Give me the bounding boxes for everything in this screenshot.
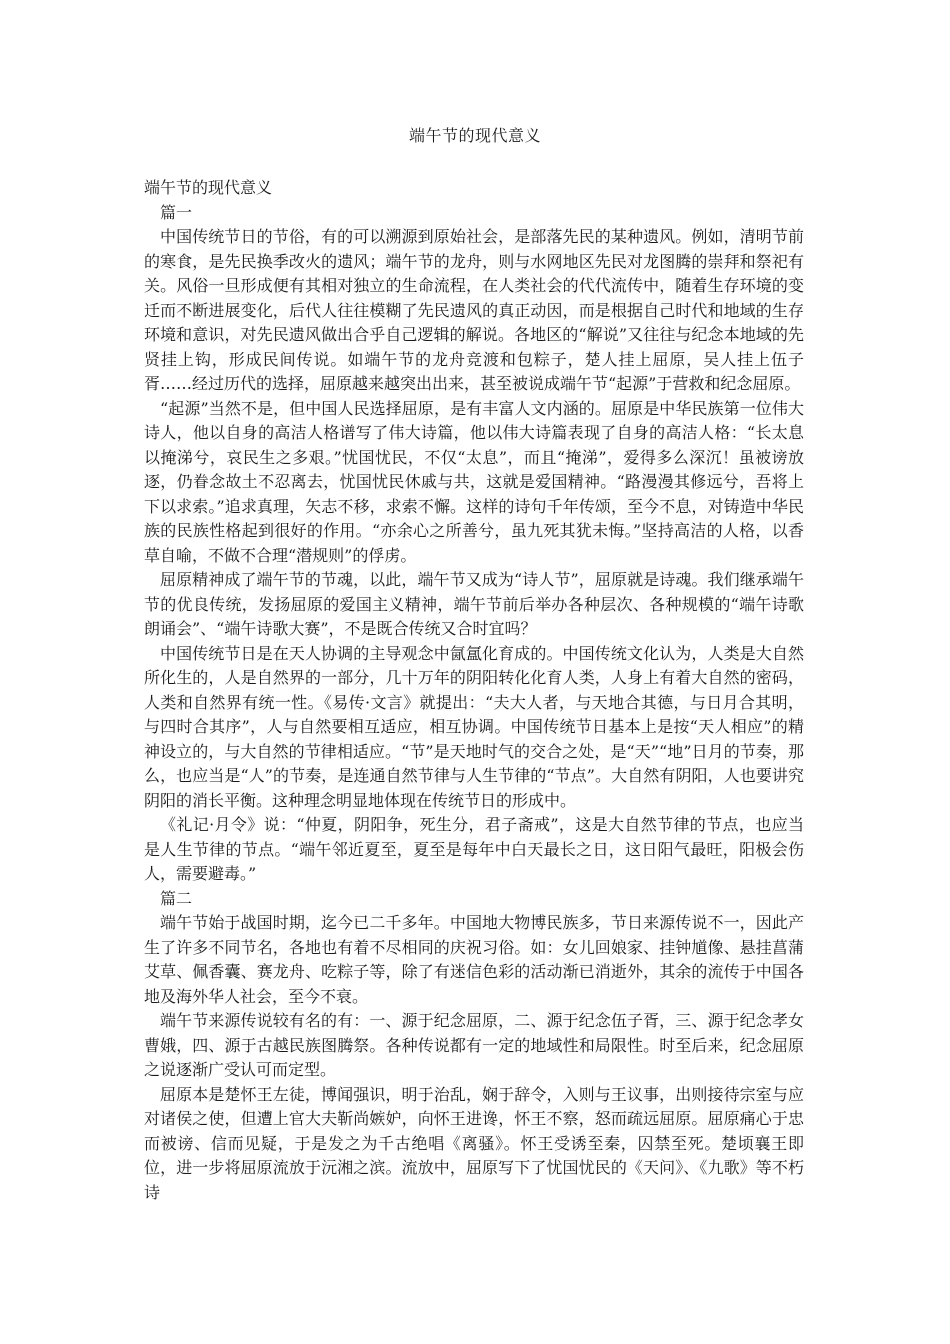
- document-body: [144, 176, 804, 1205]
- section-label-1: 篇一: [160, 202, 193, 222]
- paragraph: 中国传统节日是在天人协调的主导观念中氤氲化育成的。中国传统文化认为，人类是大自然所化生的，人是自然界的一部分，几十万年的阴阳转化化育人类，人身上有着大自然的密码，人类和自然界有统一性。《易传·文言》就提出：“夫大人者，与天地合其德，与日月合其明，与四时合其序”，人与自然要相互适应，相互协调。中国传统节日基本上是按“天人相应”的精神设立的，与大自然的节律相适应。“节”是天地时气的交合之处，是“天”“地”日月的节奏，那么，也应当是“人”的节奏，是连通自然节律与人生节律的“节点”。大自然有阴阳，人也要讲究阴阳的消长平衡。这种理念明显地体现在传统节日的形成中。: [144, 643, 804, 810]
- page-title: 端午节的现代意义: [408, 126, 541, 145]
- paragraph: 《礼记·月令》说：“仲夏，阴阳争，死生分，君子斋戒”，这是大自然节律的节点，也应当是人生节律的节点。“端午邻近夏至，夏至是每年中白天最长之日，这日阳气最旺，阳极会伤人，需要避毒。”: [144, 815, 804, 883]
- paragraph: 屈原本是楚怀王左徒，博闻强识，明于治乱，娴于辞令，入则与王议事，出则接待宗室与应对诸侯之使，但遭上官大夫靳尚嫉妒，向怀王进谗，怀王不察，怒而疏远屈原。屈原痛心于忠而被谤、信而见疑，于是发之为千古绝唱《离骚》。怀王受诱至秦，囚禁至死。楚顷襄王即位，进一步将屈原流放于沅湘之滨。流放中，屈原写下了忧国忧民的《天问》、《九歌》等不朽诗: [144, 1084, 804, 1202]
- paragraph: 屈原精神成了端午节的节魂，以此，端午节又成为“诗人节”，屈原就是诗魂。我们继承端午节的优良传统，发扬屈原的爱国主义精神，端午节前后举办各种层次、各种规模的“端午诗歌朗诵会”、“端午诗歌大赛”，不是既合传统又合时宜吗？: [144, 570, 804, 638]
- document-subtitle: 端午节的现代意义: [144, 178, 273, 197]
- paragraph: 端午节来源传说较有名的有：一、源于纪念屈原，二、源于纪念伍子胥，三、源于纪念孝女曹娥，四、源于古越民族图腾祭。各种传说都有一定的地域性和局限性。时至后来，纪念屈原之说逐渐广受认可而定型。: [144, 1011, 804, 1079]
- paragraph: 中国传统节日的节俗，有的可以溯源到原始社会，是部落先民的某种遗风。例如，清明节前的寒食，是先民换季改火的遗风；端午节的龙舟，则与水网地区先民对龙图腾的崇拜和祭祀有关。风俗一旦形成便有其相对独立的生命流程，在人类社会的代代流传中，随着生存环境的变迁而不断进展变化，后代人往往模糊了先民遗风的真正动因，而是根据自己时代和地域的生存环境和意识，对先民遗风做出合乎自己逻辑的解说。各地区的“解说”又往往与纪念本地域的先贤挂上钩，形成民间传说。如端午节的龙舟竞渡和包粽子，楚人挂上屈原，吴人挂上伍子胥……经过历代的选择，屈原越来越突出出来，甚至被说成端午节“起源”于营救和纪念屈原。: [144, 227, 804, 393]
- section-label-2: 篇二: [160, 888, 193, 908]
- paragraph: “起源”当然不是，但中国人民选择屈原，是有丰富人文内涵的。屈原是中华民族第一位伟大诗人，他以自身的高洁人格谱写了伟大诗篇，他以伟大诗篇表现了自身的高洁人格：“长太息以掩涕兮，哀民生之多艰。”忧国忧民，不仅“太息”，而且“掩涕”，爱得多么深沉！虽被谤放逐，仍眷念故土不忍离去，忧国忧民休戚与共，这就是爱国精神。“路漫漫其修远兮，吾将上下以求索。”追求真理，矢志不移，求索不懈。这样的诗句千年传颂，至今不息，对铸造中华民族的民族性格起到很好的作用。“亦余心之所善兮，虽九死其犹未悔。”坚持高洁的人格，以香草自喻，不做不合理“潜规则”的俘虏。: [144, 398, 804, 565]
- paragraph: 端午节始于战国时期，迄今已二千多年。中国地大物博民族多，节日来源传说不一，因此产生了许多不同节名，各地也有着不尽相同的庆祝习俗。如：女儿回娘家、挂钟馗像、悬挂菖蒲艾草、佩香囊、赛龙舟、吃粽子等，除了有迷信色彩的活动渐已消逝外，其余的流传于中国各地及海外华人社会，至今不衰。: [144, 913, 804, 1006]
